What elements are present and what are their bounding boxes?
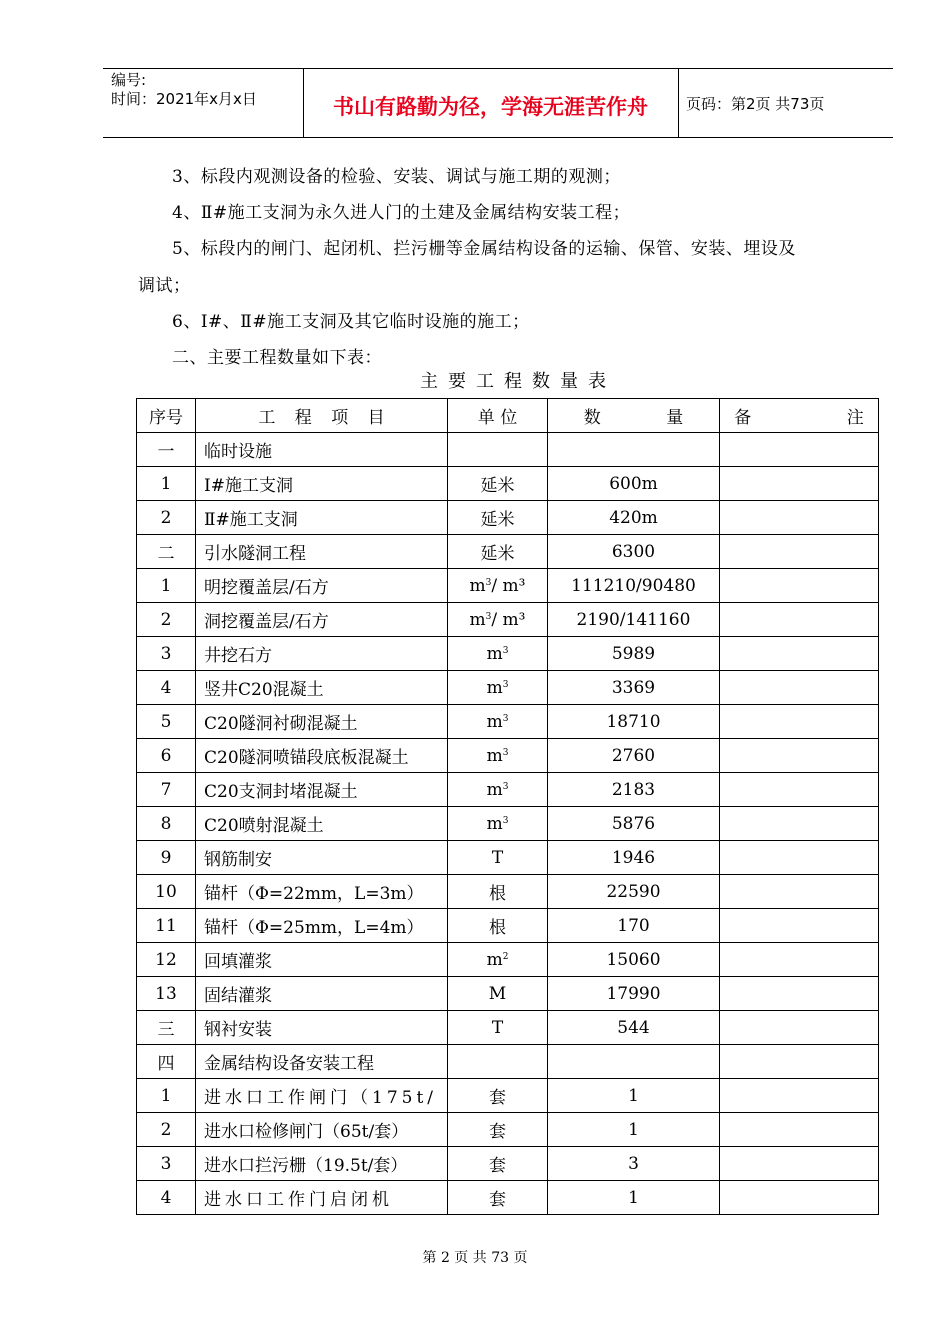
cell-note <box>720 977 879 1011</box>
unit-text: 根 <box>489 918 506 938</box>
cell-quantity: 2760 <box>548 739 720 773</box>
cell-note <box>720 773 879 807</box>
cell-no: 三 <box>137 1011 196 1045</box>
unit-text: 根 <box>489 884 506 904</box>
cell-note <box>720 535 879 569</box>
cell-quantity: 17990 <box>548 977 720 1011</box>
cell-no: 5 <box>137 705 196 739</box>
cell-unit <box>448 501 548 535</box>
cell-no: 11 <box>137 909 196 943</box>
unit-text: 套 <box>489 1190 506 1210</box>
date-label: 时间：2021年x月x日 <box>111 90 257 108</box>
unit-text: m <box>486 643 503 664</box>
header-unit: 单 位 <box>448 399 548 433</box>
cell-item: Ⅱ#施工支洞 <box>196 501 448 535</box>
unit-exponent: 2 <box>502 951 509 962</box>
paragraph: 5、标段内的闸门、起闭机、拦污栅等金属结构设备的运输、保管、安装、埋设及 <box>172 239 796 259</box>
paragraph: 3、标段内观测设备的检验、安装、调试与施工期的观测； <box>172 167 621 187</box>
header-note: 备 注 <box>720 399 879 433</box>
unit-suffix: / m³ <box>491 609 526 630</box>
unit-exponent: 3 <box>502 781 509 792</box>
cell-note <box>720 501 879 535</box>
cell-no: 3 <box>137 1147 196 1181</box>
cell-no: 1 <box>137 569 196 603</box>
cell-no: 8 <box>137 807 196 841</box>
cell-item: C20隧洞衬砌混凝土 <box>196 705 448 739</box>
cell-unit <box>448 1045 548 1079</box>
cell-note <box>720 1113 879 1147</box>
unit-text: m <box>469 575 486 596</box>
cell-item: C20喷射混凝土 <box>196 807 448 841</box>
unit-text: 套 <box>489 1156 506 1176</box>
table-row <box>137 501 879 535</box>
table-row <box>137 739 879 773</box>
cell-item: 进水口拦污栅（19.5t/套） <box>196 1147 448 1181</box>
quantity-table <box>136 398 879 1215</box>
header-meta <box>111 71 257 109</box>
table-row <box>137 1113 879 1147</box>
cell-item: 临时设施 <box>196 433 448 467</box>
unit-exponent: 3 <box>502 713 509 724</box>
cell-note <box>720 637 879 671</box>
cell-unit <box>448 807 548 841</box>
unit-text: m <box>486 779 503 800</box>
cell-no: 二 <box>137 535 196 569</box>
unit-text: m <box>486 711 503 732</box>
unit-text: M <box>488 983 507 1004</box>
cell-unit <box>448 875 548 909</box>
cell-unit <box>448 773 548 807</box>
unit-text: m <box>486 677 503 698</box>
cell-no: 1 <box>137 467 196 501</box>
cell-item: C20支洞封堵混凝土 <box>196 773 448 807</box>
cell-unit <box>448 1147 548 1181</box>
cell-item: 回填灌浆 <box>196 943 448 977</box>
cell-unit <box>448 1011 548 1045</box>
paragraph: 调试； <box>138 276 191 296</box>
cell-no: 10 <box>137 875 196 909</box>
table-row <box>137 1045 879 1079</box>
table-row <box>137 1181 879 1215</box>
unit-exponent: 3 <box>502 679 509 690</box>
cell-no: 13 <box>137 977 196 1011</box>
table-row <box>137 875 879 909</box>
cell-no: 四 <box>137 1045 196 1079</box>
unit-text: 延米 <box>480 476 515 496</box>
cell-no: 12 <box>137 943 196 977</box>
cell-item: 锚杆（Φ=25mm，L=4m） <box>196 909 448 943</box>
cell-unit <box>448 1079 548 1113</box>
cell-quantity: 544 <box>548 1011 720 1045</box>
cell-item: 锚杆（Φ=22mm，L=3m） <box>196 875 448 909</box>
unit-text: 延米 <box>480 544 515 564</box>
code-label: 编号: <box>111 71 147 89</box>
cell-quantity: 18710 <box>548 705 720 739</box>
cell-note <box>720 467 879 501</box>
cell-unit <box>448 671 548 705</box>
table-row <box>137 467 879 501</box>
cell-quantity: 15060 <box>548 943 720 977</box>
header-quantity: 数 量 <box>548 399 720 433</box>
cell-quantity <box>548 433 720 467</box>
table-row <box>137 1011 879 1045</box>
cell-quantity: 111210/90480 <box>548 569 720 603</box>
unit-text: 套 <box>489 1122 506 1142</box>
cell-note <box>720 433 879 467</box>
cell-quantity: 2183 <box>548 773 720 807</box>
cell-item: 竖井C20混凝土 <box>196 671 448 705</box>
unit-exponent: 3 <box>485 577 492 588</box>
cell-quantity: 22590 <box>548 875 720 909</box>
cell-no: 7 <box>137 773 196 807</box>
unit-exponent: 3 <box>502 815 509 826</box>
cell-unit <box>448 739 548 773</box>
cell-note <box>720 603 879 637</box>
cell-unit <box>448 1113 548 1147</box>
cell-item: 井挖石方 <box>196 637 448 671</box>
cell-no: 2 <box>137 501 196 535</box>
cell-unit <box>448 535 548 569</box>
unit-exponent: 3 <box>502 645 509 656</box>
paragraph: 二、主要工程数量如下表： <box>172 348 382 368</box>
cell-unit <box>448 705 548 739</box>
page-header <box>103 68 893 138</box>
cell-note <box>720 569 879 603</box>
table-header-row <box>137 399 879 433</box>
cell-item: 进水口检修闸门（65t/套） <box>196 1113 448 1147</box>
table-row <box>137 569 879 603</box>
cell-no: 2 <box>137 1113 196 1147</box>
cell-quantity: 5989 <box>548 637 720 671</box>
cell-unit <box>448 569 548 603</box>
cell-no: 1 <box>137 1079 196 1113</box>
cell-quantity: 170 <box>548 909 720 943</box>
cell-note <box>720 1011 879 1045</box>
unit-exponent: 3 <box>485 611 492 622</box>
cell-item: 钢筋制安 <box>196 841 448 875</box>
unit-text: T <box>491 1017 504 1038</box>
cell-no: 4 <box>137 671 196 705</box>
unit-text: m <box>486 949 503 970</box>
unit-text: T <box>491 847 504 868</box>
cell-item: C20隧洞喷锚段底板混凝土 <box>196 739 448 773</box>
header-divider <box>678 69 679 137</box>
header-page-info: 页码：第2页 共73页 <box>686 95 825 113</box>
cell-no: 4 <box>137 1181 196 1215</box>
cell-quantity: 1 <box>548 1181 720 1215</box>
cell-no: 6 <box>137 739 196 773</box>
cell-item: 进水口工作门启闭机 <box>196 1181 448 1215</box>
table-row <box>137 705 879 739</box>
unit-text: 套 <box>489 1088 506 1108</box>
cell-quantity: 6300 <box>548 535 720 569</box>
cell-unit <box>448 603 548 637</box>
paragraph: 4、Ⅱ#施工支洞为永久进人门的土建及金属结构安装工程； <box>172 203 631 223</box>
cell-item: 固结灌浆 <box>196 977 448 1011</box>
table-row <box>137 1147 879 1181</box>
cell-note <box>720 807 879 841</box>
unit-text: m <box>486 813 503 834</box>
cell-unit <box>448 433 548 467</box>
cell-quantity: 1 <box>548 1113 720 1147</box>
cell-quantity: 2190/141160 <box>548 603 720 637</box>
table-row <box>137 909 879 943</box>
cell-unit <box>448 841 548 875</box>
cell-note <box>720 1147 879 1181</box>
cell-no: 3 <box>137 637 196 671</box>
cell-note <box>720 875 879 909</box>
cell-item: 引水隧洞工程 <box>196 535 448 569</box>
table-row <box>137 807 879 841</box>
cell-note <box>720 841 879 875</box>
unit-suffix: / m³ <box>491 575 526 596</box>
cell-note <box>720 909 879 943</box>
cell-unit <box>448 943 548 977</box>
table-row <box>137 603 879 637</box>
cell-unit <box>448 467 548 501</box>
page-footer: 第 2 页 共 73 页 <box>422 1250 528 1266</box>
cell-item: 洞挖覆盖层/石方 <box>196 603 448 637</box>
cell-quantity: 1946 <box>548 841 720 875</box>
cell-unit <box>448 977 548 1011</box>
unit-text: m <box>486 745 503 766</box>
cell-note <box>720 1181 879 1215</box>
header-motto: 书山有路勤为径，学海无涯苦作舟 <box>333 95 648 119</box>
cell-quantity: 600m <box>548 467 720 501</box>
cell-unit <box>448 909 548 943</box>
header-no: 序号 <box>137 399 196 433</box>
cell-unit <box>448 637 548 671</box>
table-row <box>137 671 879 705</box>
cell-note <box>720 705 879 739</box>
table-row <box>137 1079 879 1113</box>
table-row <box>137 433 879 467</box>
cell-quantity: 5876 <box>548 807 720 841</box>
table-row <box>137 943 879 977</box>
table-row <box>137 841 879 875</box>
cell-no: 2 <box>137 603 196 637</box>
cell-unit <box>448 1181 548 1215</box>
cell-no: 9 <box>137 841 196 875</box>
cell-note <box>720 671 879 705</box>
cell-item: 钢衬安装 <box>196 1011 448 1045</box>
cell-note <box>720 943 879 977</box>
cell-item: 进水口工作闸门（175t/ <box>196 1079 448 1113</box>
cell-no: 一 <box>137 433 196 467</box>
cell-quantity: 3369 <box>548 671 720 705</box>
table-row <box>137 977 879 1011</box>
cell-note <box>720 1045 879 1079</box>
table-row <box>137 637 879 671</box>
unit-exponent: 3 <box>502 747 509 758</box>
cell-note <box>720 1079 879 1113</box>
unit-text: m <box>469 609 486 630</box>
cell-item: Ⅰ#施工支洞 <box>196 467 448 501</box>
unit-text: 延米 <box>480 510 515 530</box>
paragraph: 6、Ⅰ#、Ⅱ#施工支洞及其它临时设施的施工； <box>172 312 530 332</box>
table-title: 主要工程数量表 <box>420 371 616 392</box>
cell-quantity <box>548 1045 720 1079</box>
table-row <box>137 535 879 569</box>
cell-quantity: 1 <box>548 1079 720 1113</box>
cell-quantity: 420m <box>548 501 720 535</box>
cell-quantity: 3 <box>548 1147 720 1181</box>
table-row <box>137 773 879 807</box>
cell-item: 金属结构设备安装工程 <box>196 1045 448 1079</box>
header-item: 工 程 项 目 <box>196 399 448 433</box>
cell-note <box>720 739 879 773</box>
cell-item: 明挖覆盖层/石方 <box>196 569 448 603</box>
